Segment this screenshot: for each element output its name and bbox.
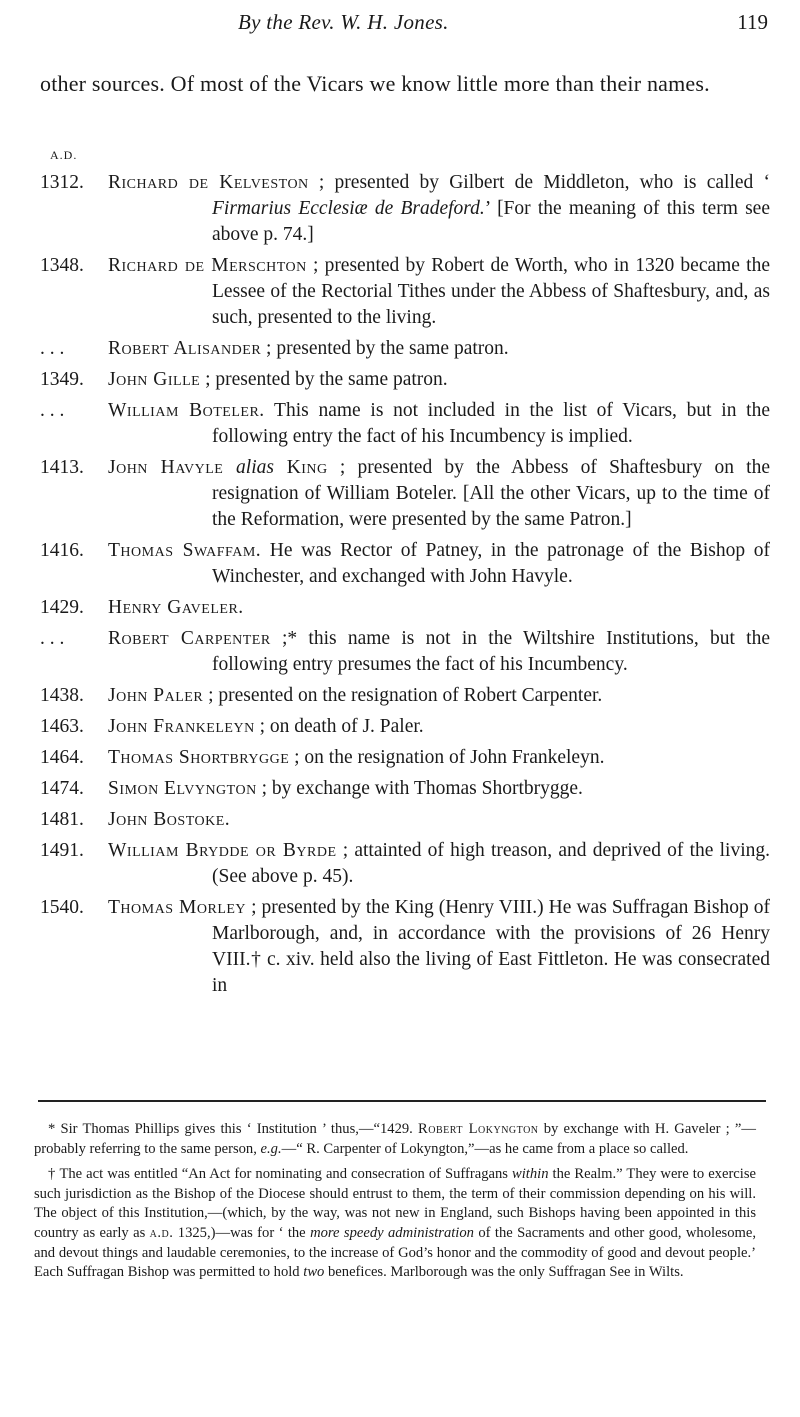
entry-year: 1481.: [40, 809, 84, 830]
page-number: 119: [737, 10, 768, 34]
entry-text: [108, 367, 770, 393]
entry-year: 1348.: [40, 255, 84, 276]
footnote-divider: [38, 1100, 766, 1102]
vicar-entry: [40, 776, 770, 802]
vicar-entry: [40, 367, 770, 393]
text-run: ; on the resignation of John Frankeleyn.: [289, 747, 605, 768]
footnote: [34, 1120, 756, 1159]
text-run: ; on death of J. Paler.: [254, 716, 424, 737]
vicar-entry: [40, 253, 770, 331]
small-caps-text: John Havyle: [108, 457, 237, 478]
text-run: ; presented by the same patron.: [200, 369, 448, 390]
entry-year: 1416.: [40, 540, 84, 561]
text-run: benefices. Marlborough was the only Suffragan See in Wilts.: [324, 1264, 684, 1281]
anno-domini-label: A.D.: [50, 148, 78, 162]
italic-text: more speedy administration: [310, 1224, 474, 1241]
entry-year: 1464.: [40, 747, 84, 768]
entry-text: [108, 895, 770, 999]
entry-text: [108, 683, 770, 709]
text-run: ; presented by the same patron.: [261, 338, 509, 359]
entry-text: [108, 170, 770, 248]
text-run: —“ R. Carpenter of Lokyngton,”—as he came from a place so called.: [281, 1140, 689, 1157]
running-header: [0, 6, 800, 36]
vicar-entry: [40, 838, 770, 890]
small-caps-text: Robert Lokyngton: [418, 1121, 539, 1137]
small-caps-text: John Frankeleyn: [108, 716, 255, 737]
entry-year: 1429.: [40, 597, 84, 618]
entry-year: . . .: [40, 400, 65, 421]
text-run: † The act was entitled “An Act for nominating and consecration of Suffragans: [48, 1166, 513, 1183]
small-caps-text: a.d.: [149, 1224, 174, 1241]
small-caps-text: Thomas Shortbrygge: [108, 747, 290, 768]
italic-text: Firmarius Ecclesiæ de Bradeford.: [212, 198, 485, 219]
small-caps-text: Richard de Kelveston: [108, 172, 309, 193]
small-caps-text: John Bostoke.: [108, 809, 231, 830]
vicar-entry: [40, 455, 770, 533]
entry-text: [108, 455, 770, 533]
entry-year: 1463.: [40, 716, 84, 737]
entry-text: [108, 336, 770, 362]
entry-year: 1474.: [40, 778, 84, 799]
small-caps-text: Thomas Swaffam.: [108, 540, 262, 561]
entry-year: . . .: [40, 338, 65, 359]
text-run: * Sir Thomas Phillips gives this ‘ Institution ’ thus,—“1429.: [48, 1121, 419, 1137]
entry-text: [108, 807, 770, 833]
vicar-entry: [40, 626, 770, 678]
entry-text: [108, 398, 770, 450]
italic-text: two: [303, 1264, 325, 1281]
entry-year: 1438.: [40, 685, 84, 706]
entry-year: 1413.: [40, 457, 84, 478]
small-caps-text: William Boteler.: [108, 400, 265, 421]
footnote: [34, 1165, 756, 1283]
entry-text: [108, 776, 770, 802]
text-run: ; presented on the resignation of Robert Carpenter.: [203, 685, 603, 706]
intro-paragraph: other sources. Of most of the Vicars we know little more than their names.: [40, 71, 710, 96]
vicar-entry: [40, 683, 770, 709]
running-title: By the Rev. W. H. Jones.: [238, 10, 449, 34]
text-run: ; presented by Robert de Worth, who in 1320 became the Lessee of the Rectorial Tithes under the Abbess of Shaftesbury, and, as such, presented to the living.: [212, 255, 770, 328]
entry-text: [108, 745, 770, 771]
italic-text: alias: [236, 457, 274, 478]
vicar-entry: [40, 170, 770, 248]
entry-text: [108, 626, 770, 678]
small-caps-text: Richard de Merschton: [108, 255, 307, 276]
entry-text: [108, 714, 770, 740]
entry-year: 1349.: [40, 369, 84, 390]
vicars-list: [40, 170, 770, 1004]
text-run: 1325,)—was for ‘ the: [173, 1224, 311, 1241]
text-run: ’ [For the meaning of this term see above p. 74.]: [212, 198, 770, 245]
vicar-entry: [40, 398, 770, 450]
vicar-entry: [40, 336, 770, 362]
small-caps-text: King: [273, 457, 328, 478]
text-run: by exchange with H. Gaveler ; ”—probably referring to the same person,: [34, 1121, 756, 1157]
entry-text: [108, 838, 770, 890]
small-caps-text: William Brydde or Byrde: [108, 840, 337, 861]
vicar-entry: [40, 745, 770, 771]
small-caps-text: Robert Carpenter: [108, 628, 271, 649]
entry-year: 1491.: [40, 840, 84, 861]
italic-text: e.g.: [260, 1140, 282, 1157]
entry-year: 1312.: [40, 172, 84, 193]
entry-text: [108, 253, 770, 331]
entry-text: [108, 595, 770, 621]
text-run: He was Rector of Patney, in the patronage of the Bishop of Winchester, and exchanged with John Havyle.: [212, 540, 771, 587]
small-caps-text: Robert Alisander: [108, 338, 262, 359]
text-run: ;* this name is not in the Wiltshire Institutions, but the following entry presumes the fact of his Incumbency.: [212, 628, 770, 675]
italic-text: within: [512, 1166, 549, 1183]
footnotes: [34, 1120, 756, 1289]
text-run: ; attainted of high treason, and deprived of the living. (See above p. 45).: [212, 840, 770, 887]
text-run: ; presented by the King (Henry VIII.) He was Suffragan Bishop of Marlborough, and, in accordance with the provisions of 26 Henry VIII.† c. xiv. held also the living of East Fittleton. He was consecrated in: [212, 897, 770, 996]
small-caps-text: Henry Gaveler.: [108, 597, 244, 618]
small-caps-text: John Paler: [108, 685, 204, 706]
vicar-entry: [40, 538, 770, 590]
vicar-entry: [40, 714, 770, 740]
text-run: the Realm.” They were to exercise such jurisdiction as the Bishop of the Diocese should entrust to them, the term of their commission depending on his will. The object of this Institution,—(which, by the way, was not new in England, such Bishops having been appointed in this country as early as: [34, 1166, 756, 1241]
entry-year: 1540.: [40, 897, 84, 918]
entry-year: . . .: [40, 628, 65, 649]
text-run: ; presented by the Abbess of Shaftesbury on the resignation of William Boteler. [All the other Vicars, up to the time of the Reformation, were presented by the same Patron.]: [212, 457, 770, 530]
small-caps-text: Simon Elvyngton: [108, 778, 257, 799]
text-run: This name is not included in the list of Vicars, but in the following entry the fact of his Incumbency is implied.: [212, 400, 771, 447]
vicar-entry: [40, 895, 770, 999]
text-run: ; presented by Gilbert de Middleton, who is called ‘: [308, 172, 770, 193]
entry-text: [108, 538, 770, 590]
small-caps-text: John Gille: [108, 369, 201, 390]
text-run: of the Sacraments and other good, wholesome, and devout things and laudable ceremonies, to the increase of God’s honor and the commodity of good and devout people.’ Each Suffragan Bishop was permitted to hold: [34, 1224, 756, 1281]
vicar-entry: [40, 807, 770, 833]
text-run: ; by exchange with Thomas Shortbrygge.: [256, 778, 583, 799]
vicar-entry: [40, 595, 770, 621]
small-caps-text: Thomas Morley: [108, 897, 247, 918]
